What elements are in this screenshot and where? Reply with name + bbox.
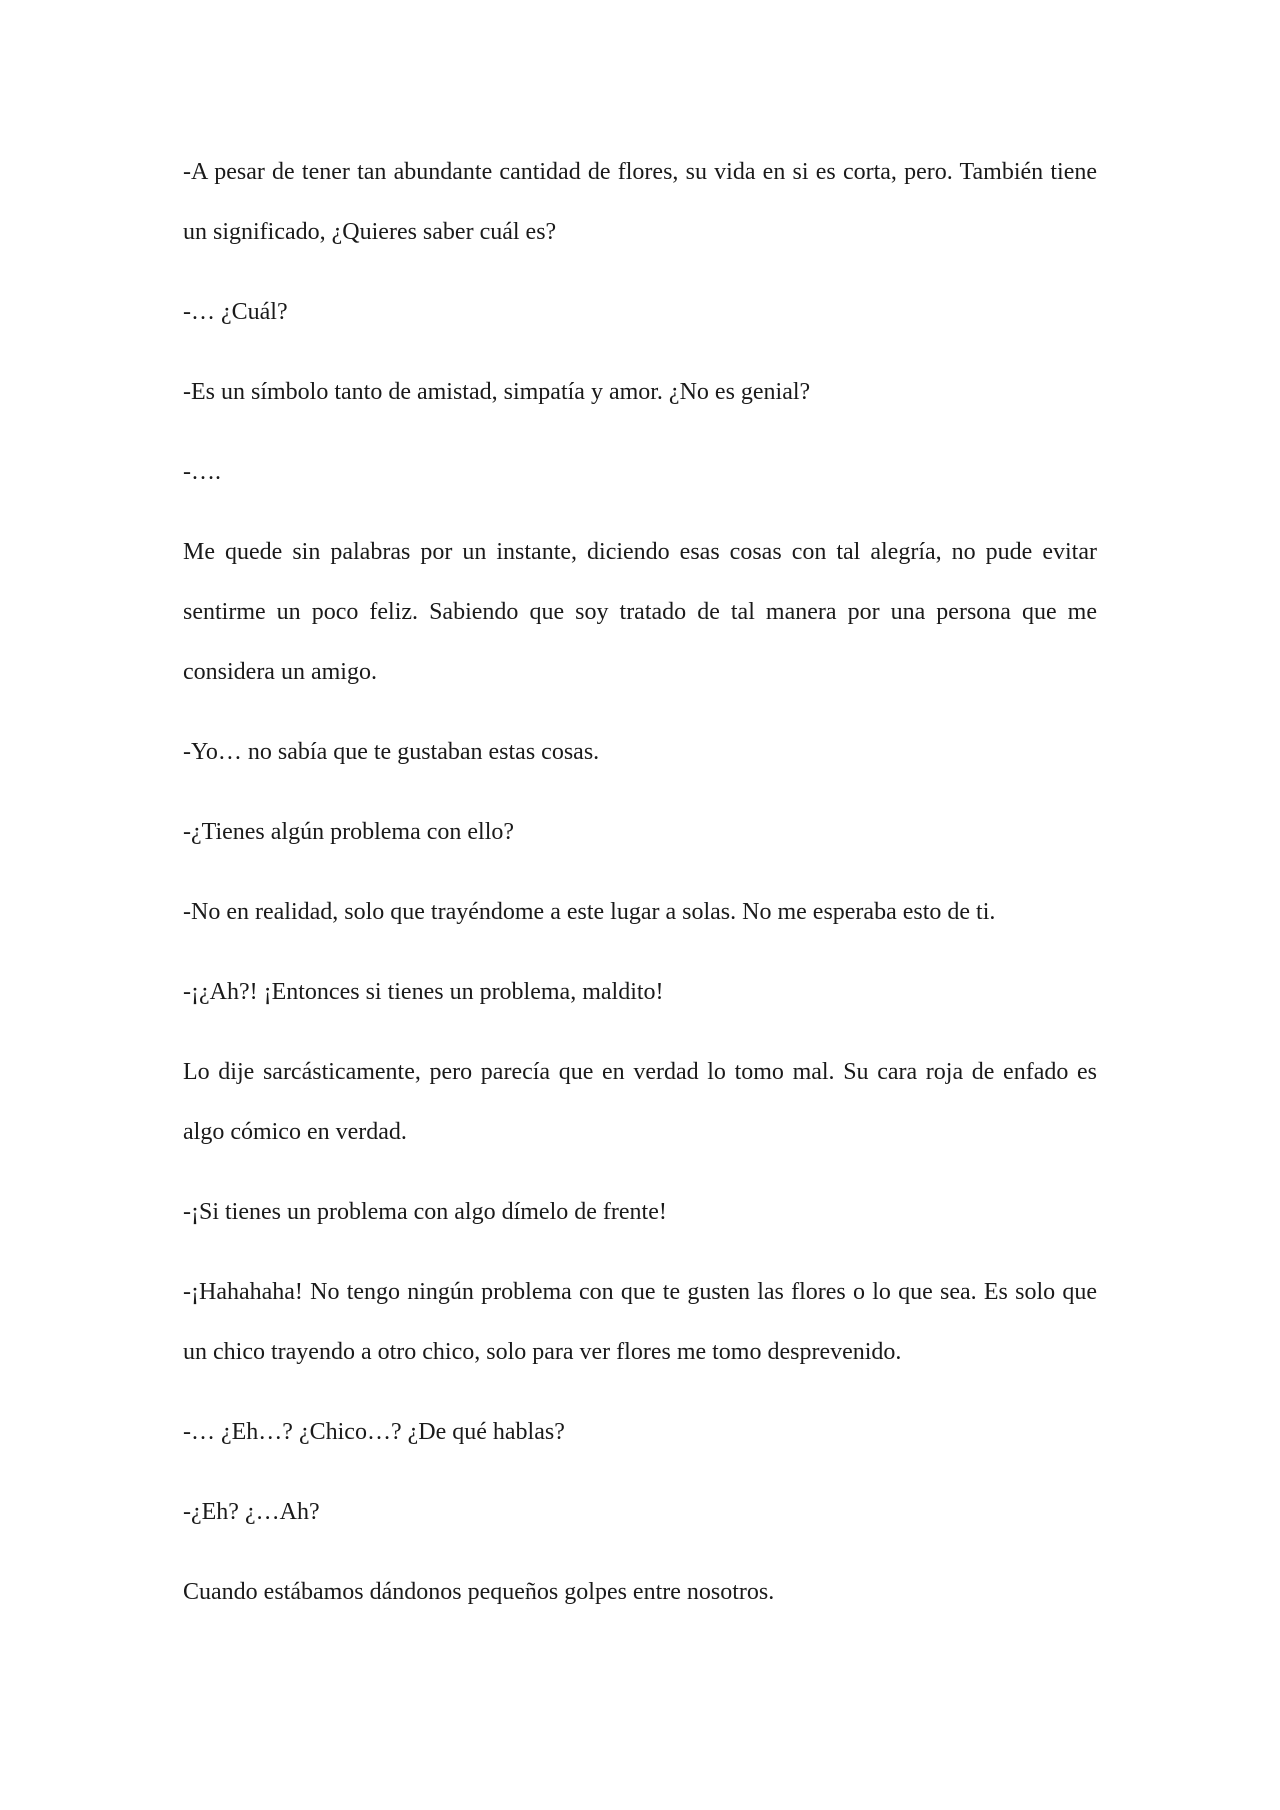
paragraph-1: -A pesar de tener tan abundante cantidad de flores, su vida en si es corta, pero. También tiene un significado, ¿Quieres saber cuál es? — [183, 159, 1097, 245]
paragraph-5: Me quede sin palabras por un instante, diciendo esas cosas con tal alegría, no pude evitar sentirme un poco feliz. Sabiendo que soy tratado de tal manera por una persona que me considera un amigo. — [183, 539, 1097, 685]
paragraph-7: -¿Tienes algún problema con ello? — [183, 819, 515, 845]
paragraph-10: Lo dije sarcásticamente, pero parecía que en verdad lo tomo mal. Su cara roja de enfado es algo cómico en verdad. — [183, 1059, 1097, 1145]
paragraph-9: -¡¿Ah?! ¡Entonces si tienes un problema, maldito! — [183, 979, 664, 1005]
paragraph-6: -Yo… no sabía que te gustaban estas cosas. — [183, 739, 600, 765]
paragraph-12: -¡Hahahaha! No tengo ningún problema con que te gusten las flores o lo que sea. Es solo que un chico trayendo a otro chico, solo para ver flores me tomo desprevenido. — [183, 1279, 1097, 1365]
paragraph-15: Cuando estábamos dándonos pequeños golpes entre nosotros. — [183, 1579, 775, 1605]
document-body — [183, 142, 1097, 1642]
paragraph-13: -… ¿Eh…? ¿Chico…? ¿De qué hablas? — [183, 1419, 565, 1445]
paragraph-4: -…. — [183, 459, 221, 485]
paragraph-8: -No en realidad, solo que trayéndome a este lugar a solas. No me esperaba esto de ti. — [183, 899, 996, 925]
paragraph-2: -… ¿Cuál? — [183, 299, 288, 325]
paragraph-11: -¡Si tienes un problema con algo dímelo de frente! — [183, 1199, 667, 1225]
paragraph-3: -Es un símbolo tanto de amistad, simpatía y amor. ¿No es genial? — [183, 379, 811, 405]
paragraph-14: -¿Eh? ¿…Ah? — [183, 1499, 320, 1525]
